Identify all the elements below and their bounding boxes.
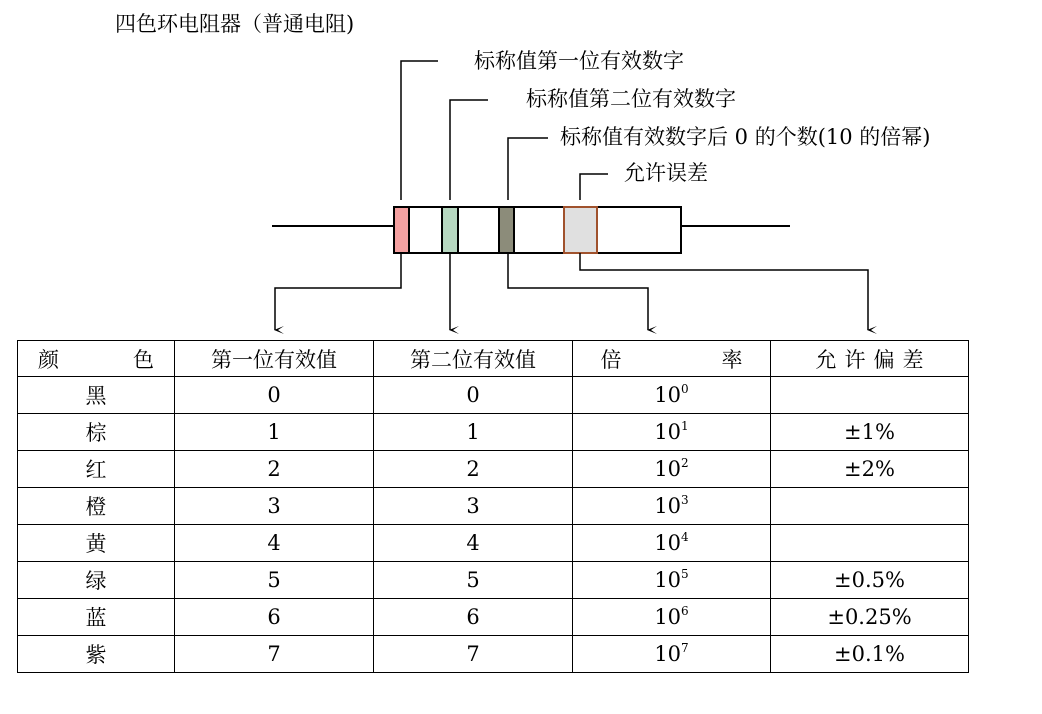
cell-multiplier: $10^7$ — [573, 636, 771, 673]
cell-multiplier: $10^2$ — [573, 451, 771, 488]
table-header-row — [18, 341, 969, 377]
cell-second: 3 — [374, 488, 573, 525]
cell-first: 1 — [175, 414, 374, 451]
header-second-digit: 第二位有效值 — [374, 341, 573, 377]
band-2 — [442, 207, 458, 253]
cell-second: 0 — [374, 377, 573, 414]
cell-first: 6 — [175, 599, 374, 636]
cell-color: 棕 — [18, 414, 175, 451]
table-row — [18, 636, 969, 673]
cell-color: 绿 — [18, 562, 175, 599]
header-multiplier: 倍 率 — [573, 341, 771, 377]
cell-second: 2 — [374, 451, 573, 488]
cell-first: 7 — [175, 636, 374, 673]
table-row — [18, 562, 969, 599]
cell-first: 4 — [175, 525, 374, 562]
cell-second: 5 — [374, 562, 573, 599]
cell-multiplier: $10^0$ — [573, 377, 771, 414]
arrow-to-color-column — [275, 253, 401, 330]
label-second-digit: 标称值第二位有效数字 — [526, 87, 736, 111]
table-body — [18, 377, 969, 673]
resistor-body — [394, 207, 681, 253]
table-row — [18, 599, 969, 636]
label-multiplier: 标称值有效数字后 0 的个数(10 的倍幂) — [560, 125, 931, 149]
table-row — [18, 377, 969, 414]
table-row — [18, 488, 969, 525]
band-4 — [564, 207, 597, 253]
cell-first: 2 — [175, 451, 374, 488]
cell-tolerance — [771, 488, 969, 525]
cell-multiplier: $10^5$ — [573, 562, 771, 599]
cell-second: 1 — [374, 414, 573, 451]
band-1 — [394, 207, 409, 253]
leader-first-digit — [401, 61, 438, 200]
cell-tolerance: ±0.25% — [771, 599, 969, 636]
diagram-title: 四色环电阻器（普通电阻) — [115, 12, 355, 36]
cell-multiplier: $10^6$ — [573, 599, 771, 636]
band-3 — [499, 207, 514, 253]
cell-first: 3 — [175, 488, 374, 525]
cell-color: 橙 — [18, 488, 175, 525]
cell-first: 5 — [175, 562, 374, 599]
label-first-digit: 标称值第一位有效数字 — [474, 49, 684, 73]
table-row — [18, 414, 969, 451]
cell-tolerance: ±1% — [771, 414, 969, 451]
cell-tolerance — [771, 377, 969, 414]
leader-tolerance — [580, 174, 608, 200]
cell-tolerance: ±2% — [771, 451, 969, 488]
cell-color: 黑 — [18, 377, 175, 414]
arrow-to-multiplier-column — [508, 253, 648, 330]
color-code-table — [17, 340, 969, 673]
header-tolerance: 允 许 偏 差 — [771, 341, 969, 377]
leader-multiplier — [508, 138, 548, 200]
table-row — [18, 451, 969, 488]
cell-tolerance: ±0.5% — [771, 562, 969, 599]
label-tolerance: 允许误差 — [624, 161, 708, 185]
cell-multiplier: $10^1$ — [573, 414, 771, 451]
cell-color: 紫 — [18, 636, 175, 673]
cell-second: 6 — [374, 599, 573, 636]
header-first-digit: 第一位有效值 — [175, 341, 374, 377]
cell-tolerance — [771, 525, 969, 562]
cell-first: 0 — [175, 377, 374, 414]
cell-color: 红 — [18, 451, 175, 488]
cell-color: 黄 — [18, 525, 175, 562]
cell-tolerance: ±0.1% — [771, 636, 969, 673]
cell-multiplier: $10^4$ — [573, 525, 771, 562]
header-color: 颜 色 — [18, 341, 175, 377]
cell-second: 7 — [374, 636, 573, 673]
table-row — [18, 525, 969, 562]
cell-second: 4 — [374, 525, 573, 562]
cell-color: 蓝 — [18, 599, 175, 636]
leader-second-digit — [450, 100, 488, 200]
cell-multiplier: $10^3$ — [573, 488, 771, 525]
arrow-to-tolerance-column — [580, 253, 868, 330]
